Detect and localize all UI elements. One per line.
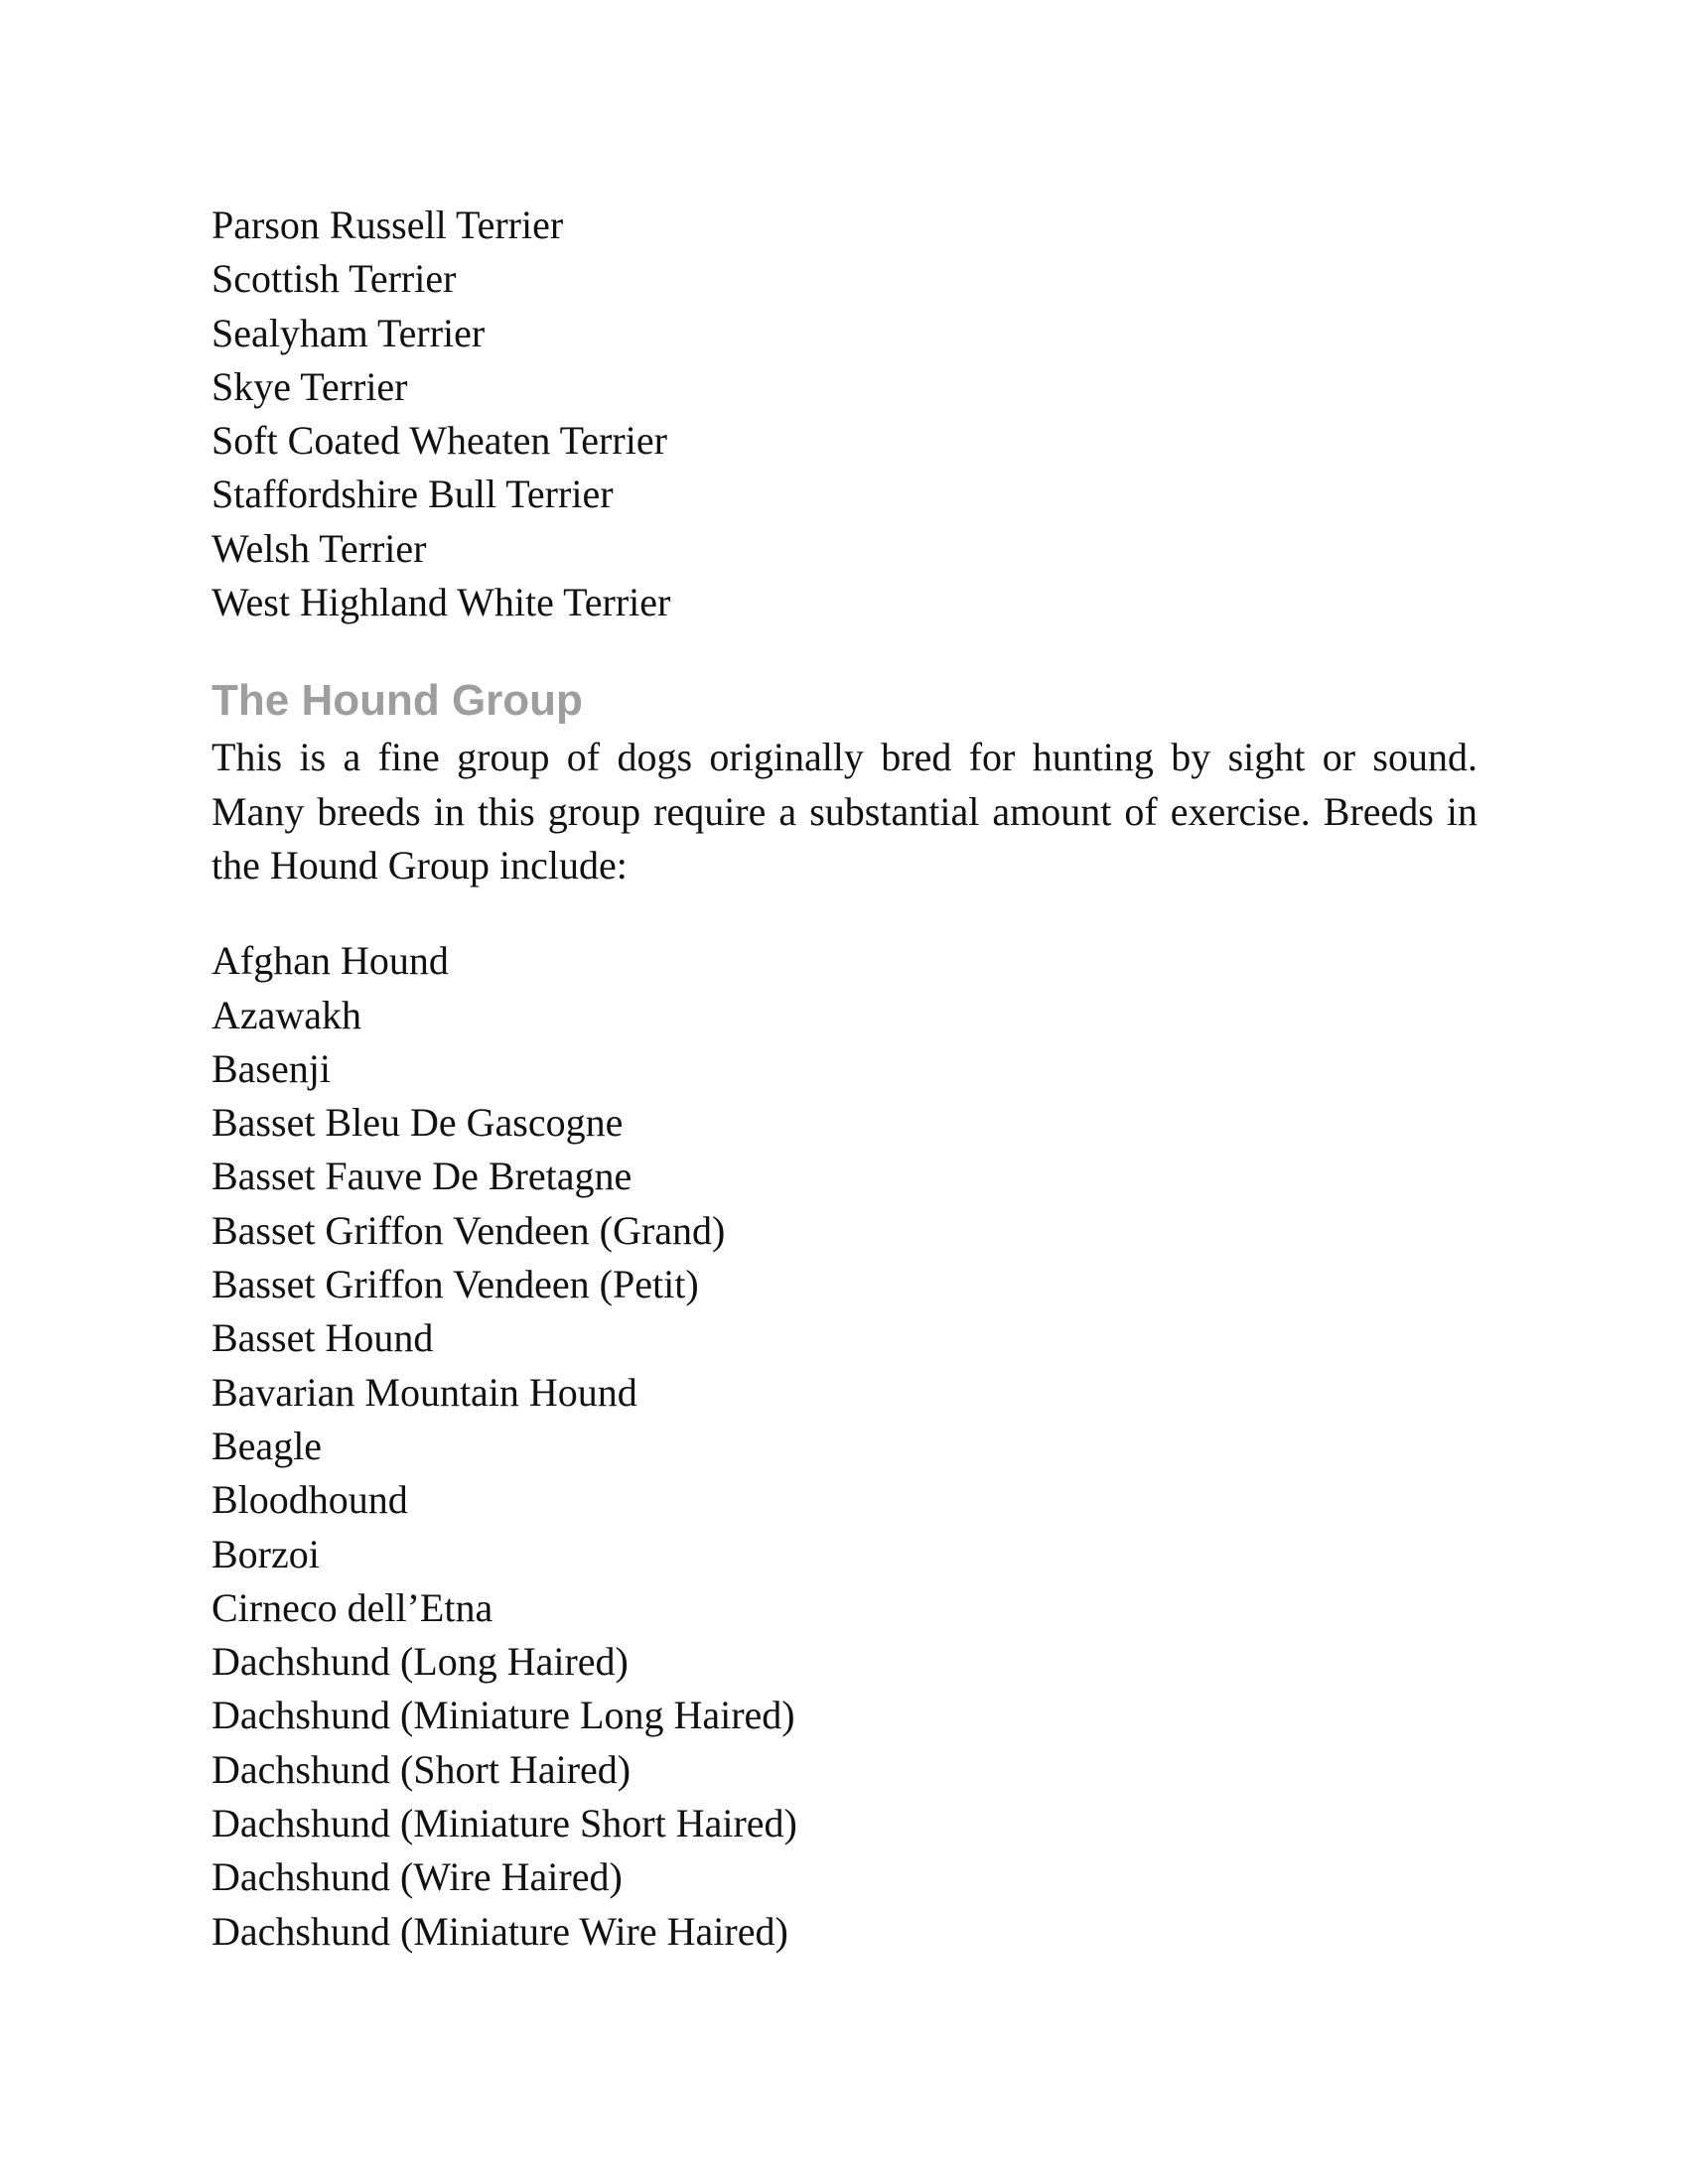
list-item: Basset Fauve De Bretagne <box>211 1154 633 1199</box>
list-item: Basset Griffon Vendeen (Grand) <box>211 1207 726 1253</box>
terrier-breed-list <box>211 199 1477 629</box>
list-item: Bavarian Mountain Hound <box>211 1369 637 1415</box>
list-item: Basenji <box>211 1045 331 1091</box>
list-item: Borzoi <box>211 1531 320 1576</box>
list-item: Dachshund (Miniature Long Haired) <box>211 1693 795 1738</box>
section-heading: The Hound Group <box>211 676 583 726</box>
list-item: Scottish Terrier <box>211 256 457 302</box>
list-item: Sealyham Terrier <box>211 310 486 355</box>
list-item: Parson Russell Terrier <box>211 203 564 247</box>
list-item: Cirneco dell’Etna <box>211 1584 493 1630</box>
list-item: Soft Coated Wheaten Terrier <box>211 418 667 464</box>
list-item: Basset Hound <box>211 1315 434 1361</box>
list-item: Dachshund (Miniature Wire Haired) <box>211 1908 788 1954</box>
list-item: Staffordshire Bull Terrier <box>211 472 614 517</box>
list-item: Basset Bleu De Gascogne <box>211 1100 624 1146</box>
list-item: Azawakh <box>211 992 362 1037</box>
list-item: Dachshund (Miniature Short Haired) <box>211 1801 797 1846</box>
hound-breed-list <box>211 934 1477 1959</box>
list-item: Basset Griffon Vendeen (Petit) <box>211 1262 699 1307</box>
list-item: Dachshund (Long Haired) <box>211 1639 629 1685</box>
list-item: Dachshund (Wire Haired) <box>211 1854 623 1900</box>
list-item: West Highland White Terrier <box>211 580 671 625</box>
document-page <box>211 199 1477 1959</box>
list-item: Dachshund (Short Haired) <box>211 1746 632 1792</box>
list-item: Welsh Terrier <box>211 525 427 571</box>
list-item: Bloodhound <box>211 1477 408 1523</box>
list-item: Afghan Hound <box>211 938 449 984</box>
list-item: Beagle <box>211 1423 323 1468</box>
section-intro-paragraph: This is a fine group of dogs originally bred for hunting by sight or sound. Many breeds in this group require a substantial amount of exercise. Breeds in the Hound Group include: <box>211 735 1477 887</box>
list-item: Skye Terrier <box>211 363 408 409</box>
